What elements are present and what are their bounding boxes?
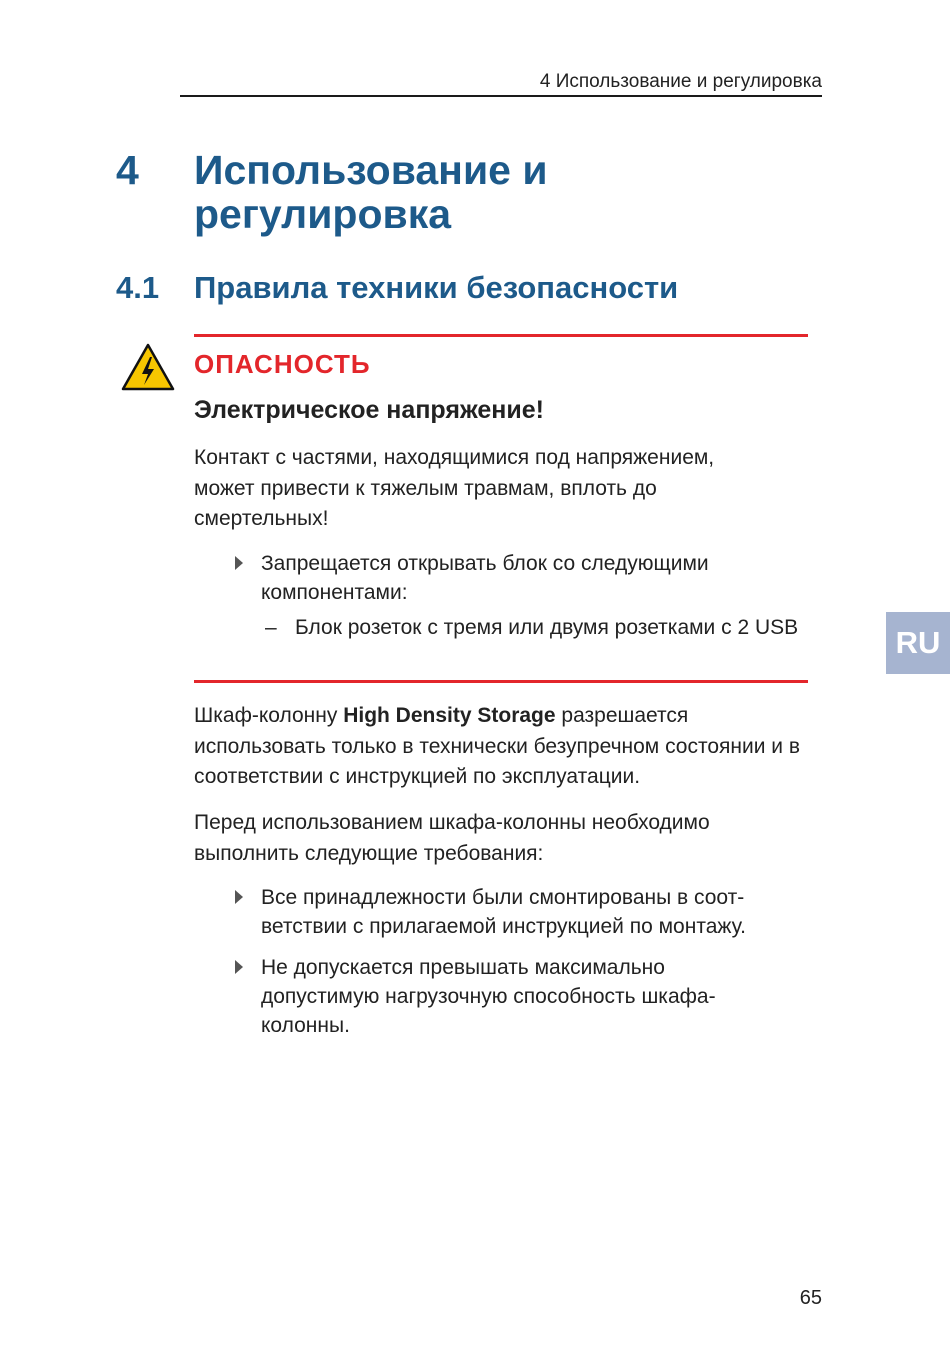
usage-text-start: Шкаф-колонну xyxy=(194,704,344,727)
chapter-title: Использование и регулировка xyxy=(194,147,548,237)
requirement-item xyxy=(261,883,806,941)
warning-component-text: Блок розеток с тремя или двумя розетками с 2 USB xyxy=(295,616,799,639)
requirement-text: Все принадлежности были смонтированы в соот-ветствии с прилагаемой инструкцией по монтажу. xyxy=(261,886,746,938)
header-rule xyxy=(180,95,822,97)
triangle-bullet-icon xyxy=(235,960,243,974)
requirement-item xyxy=(261,953,771,1040)
section-number: 4.1 xyxy=(116,270,160,305)
high-voltage-warning-icon xyxy=(121,343,175,391)
page-number: 65 xyxy=(799,1287,822,1309)
triangle-bullet-icon xyxy=(235,890,243,904)
warning-bottom-rule xyxy=(194,680,808,683)
requirement-text: Не допускается превышать максимально допустимую нагрузочную способность шкафа-колонны. xyxy=(261,956,716,1037)
language-tab: RU xyxy=(886,612,950,674)
warning-component xyxy=(265,613,805,642)
chapter-number: 4 xyxy=(116,147,139,193)
warning-measure-text: Запрещается открывать блок со следующими компонентами: xyxy=(261,552,709,604)
signal-word: ОПАСНОСТЬ xyxy=(194,349,371,379)
hazard-consequence: Контакт с частями, находящимися под напряжением, может привести к тяжелым травмам, вплоть до смертельных! xyxy=(194,446,715,530)
hazard-title: Электрическое напряжение! xyxy=(194,396,544,424)
dash-bullet-icon: – xyxy=(265,616,277,639)
usage-paragraph xyxy=(194,701,814,793)
usage-text-end: разрешается использовать только в технически безупречном состоянии и в соответствии с инструкцией по эксплуатации. xyxy=(194,704,801,788)
product-name: High Density Storage xyxy=(343,704,556,727)
warning-measure xyxy=(261,549,781,607)
section-title: Правила техники безопасности xyxy=(194,270,679,305)
triangle-bullet-icon xyxy=(235,556,243,570)
running-header: 4 Использование и регулировка xyxy=(539,71,822,92)
requirements-intro: Перед использованием шкафа-колонны необходимо выполнить следующие требования: xyxy=(194,811,710,865)
warning-top-rule xyxy=(194,334,808,337)
